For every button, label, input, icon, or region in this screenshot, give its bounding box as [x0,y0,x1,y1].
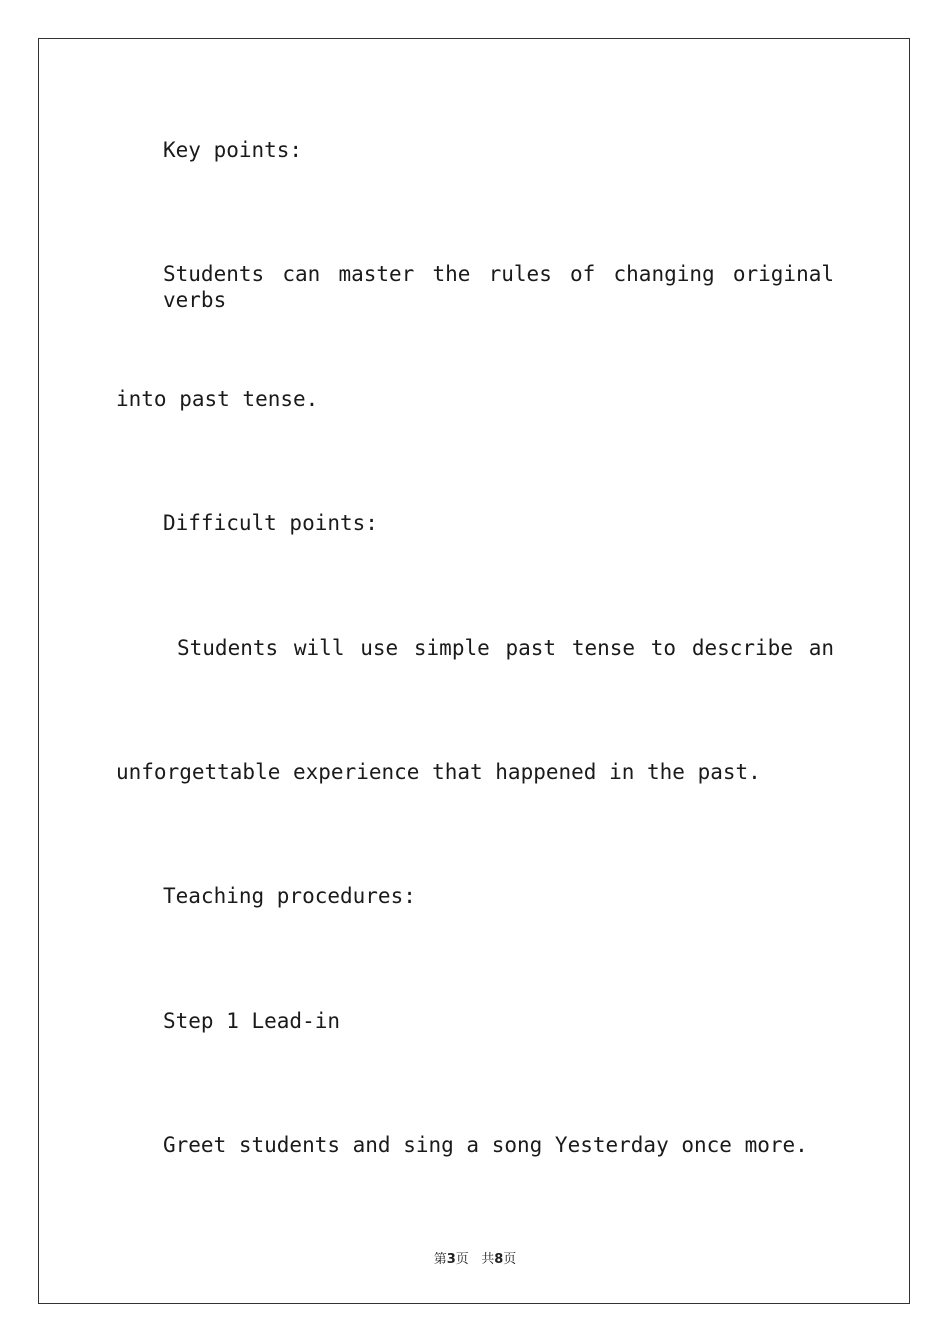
footer-prefix: 第 [433,1252,447,1267]
page-footer [0,1248,950,1267]
page-frame [38,38,910,1304]
paragraph-line-difficult-points-2: unforgettable experience that happened in the past. [116,760,761,784]
paragraph-line-key-points-2: into past tense. [116,387,319,411]
heading-difficult-points: Difficult points: [163,511,378,535]
footer-total-pages: 8 [494,1252,504,1267]
paragraph-step-1: Greet students and sing a song Yesterday once more. [163,1133,808,1157]
heading-teaching-procedures: Teaching procedures: [163,884,416,908]
paragraph-line-key-points-1: Students can master the rules of changing original verbs [163,262,834,312]
heading-key-points: Key points: [163,138,303,162]
footer-total-prefix: 共 [481,1252,495,1267]
footer-page-word: 页 [455,1252,469,1267]
paragraph-line-difficult-points-1: Students will use simple past tense to describe an [177,636,834,660]
footer-total-suffix: 页 [503,1252,517,1267]
heading-step-1: Step 1 Lead-in [163,1009,341,1033]
footer-current-page: 3 [446,1252,456,1267]
